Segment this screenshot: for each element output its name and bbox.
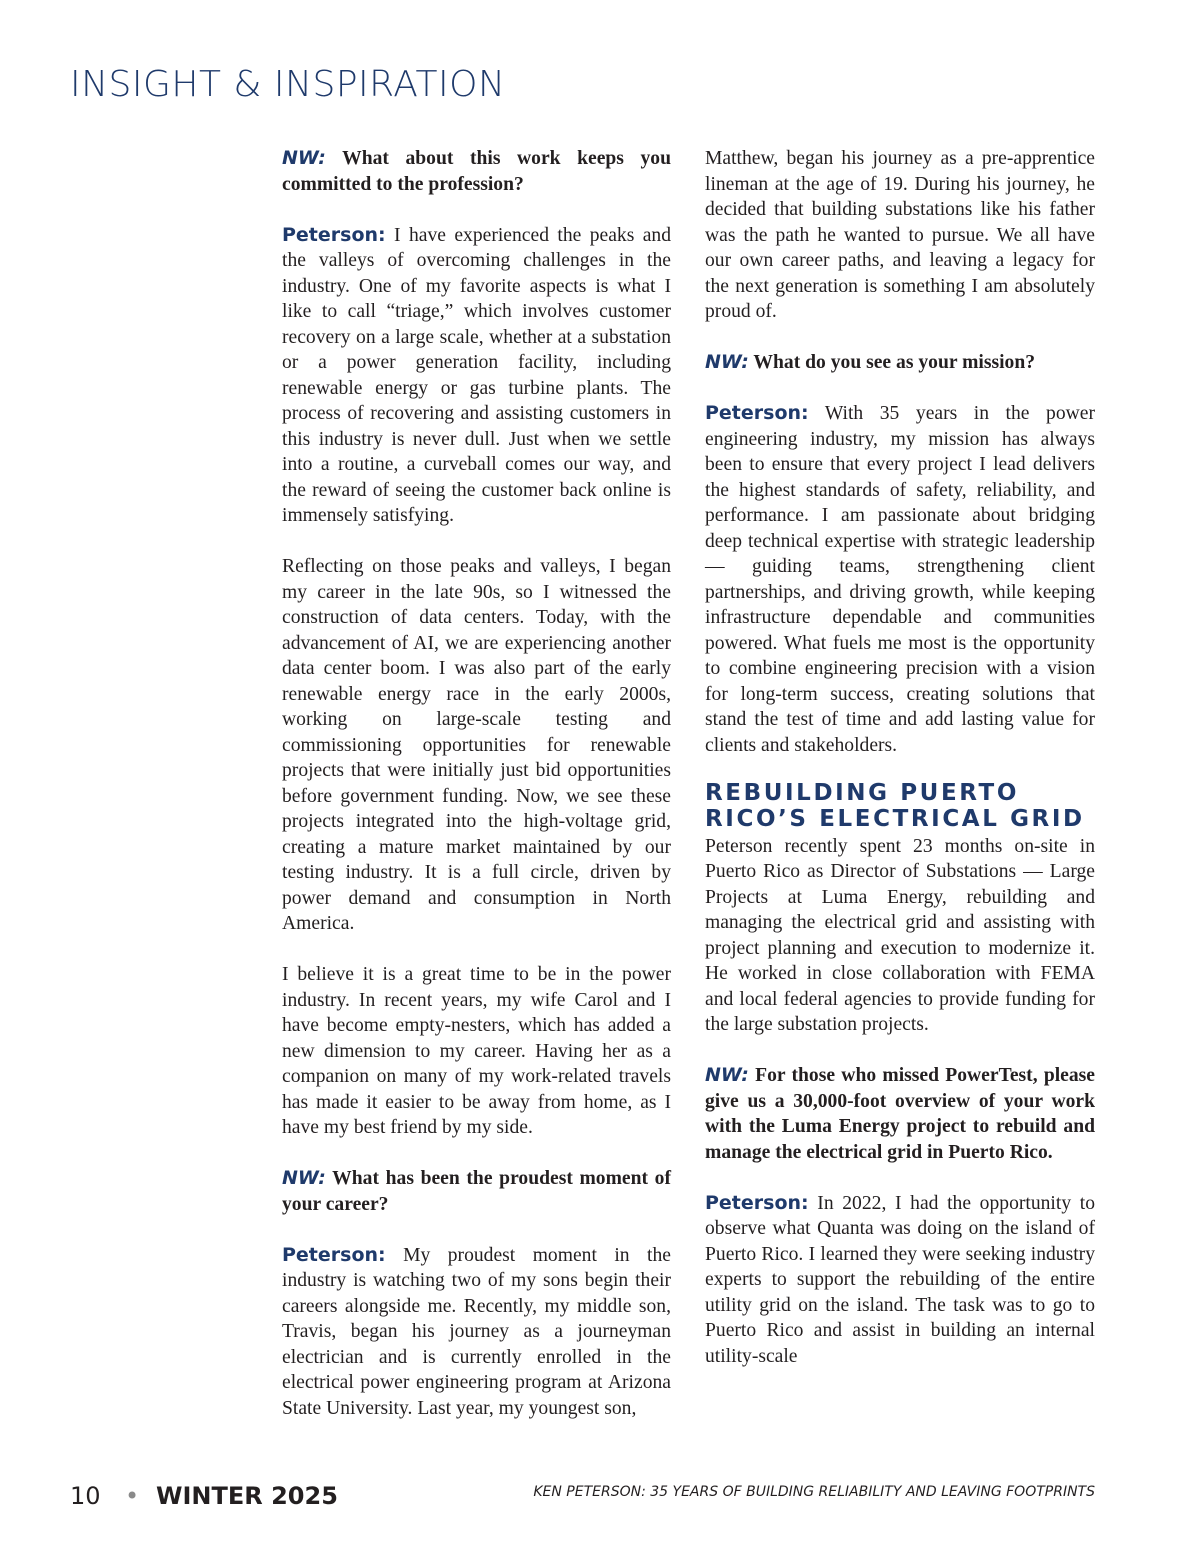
- question-paragraph: [705, 1063, 1095, 1165]
- speaker-label-nw: NW:: [705, 1064, 749, 1086]
- question-paragraph: [705, 350, 1095, 376]
- answer-text: My proudest moment in the industry is watching two of my sons begin their careers alongside me. Recently, my middle son, Travis, began his journey as a journeyman electrician and is currently enrolled in the electrical power engineering program at Arizona State University. Last year, my youngest son,: [282, 1244, 671, 1419]
- speaker-label-peterson: Peterson:: [705, 402, 809, 424]
- page-footer: [70, 1478, 1095, 1512]
- body-paragraph: I believe it is a great time to be in the power industry. In recent years, my wife Carol and I have become empty-nesters, which has added a new dimension to my career. Having her as a companion on many of my work-related travels has made it easier to be away from home, as I have my best friend by my side.: [282, 964, 671, 1138]
- article-column-left: [282, 146, 671, 1447]
- speaker-label-nw: NW:: [282, 147, 326, 169]
- question-text: What do you see as your mission?: [753, 352, 1036, 373]
- answer-paragraph: [282, 1243, 671, 1422]
- speaker-label-peterson: Peterson:: [282, 223, 386, 246]
- body-paragraph: Matthew, began his journey as a pre-apprentice lineman at the age of 19. During his journey, he decided that building substations like his father was the path he wanted to pursue. We all have our own career paths, and leaving a legacy for the next generation is something I am absolutely proud of.: [705, 148, 1095, 322]
- question-text: For those who missed PowerTest, please give us a 30,000-foot overview of your work with the Luma Energy project to rebuild and manage the electrical grid in Puerto Rico.: [705, 1065, 1095, 1163]
- answer-text: I have experienced the peaks and the valleys of overcoming challenges in the industry. One of my favorite aspects is what I like to call “triage,” which involves customer recovery on a large scale, whether at a substation or a power generation facility, including renewable energy or gas turbine plants. The process of recovering and assisting customers in this industry is never dull. Just when we settle into a routine, a curveball comes our way, and the reward of seeing the customer back online is immensely satisfying.: [282, 224, 672, 526]
- question-paragraph: [282, 146, 671, 197]
- section-title: INSIGHT & INSPIRATION: [70, 64, 506, 105]
- speaker-label-nw: NW:: [705, 351, 749, 373]
- answer-paragraph: [282, 223, 671, 529]
- speaker-label-peterson: Peterson:: [705, 1191, 809, 1214]
- article-column-right: [705, 146, 1095, 1395]
- issue-label: WINTER 2025: [156, 1482, 338, 1510]
- body-paragraph: Reflecting on those peaks and valleys, I began my career in the late 90s, so I witnessed the construction of data centers. Today, with the advancement of AI, we are experiencing another data center boom. I was also part of the early renewable energy race in the early 2000s, working on large-scale testing and commissioning opportunities for renewable projects that were initially just bid opportunities before government funding. Now, we see these projects integrated into the high-voltage grid, creating a mature market maintained by our testing industry. It is a full circle, driven by power demand and consumption in North America.: [282, 556, 671, 934]
- question-text: What has been the proudest moment of your career?: [282, 1168, 672, 1215]
- question-paragraph: [282, 1166, 671, 1217]
- running-title: KEN PETERSON: 35 YEARS OF BUILDING RELIABILITY AND LEAVING FOOTPRINTS: [533, 1484, 1095, 1500]
- answer-text: In 2022, I had the opportunity to observe what Quanta was doing on the island of Puerto Rico. I learned they were seeking industry experts to support the rebuilding of the entire utility grid on the island. The task was to go to Puerto Rico and assist in building an internal utility-scale: [705, 1192, 1095, 1367]
- answer-text: With 35 years in the power engineering industry, my mission has always been to ensure that every project I lead delivers the highest standards of safety, reliability, and performance. I am passionate about bridging deep technical expertise with strategic leadership — guiding teams, strengthening client partnerships, and driving growth, while keeping infrastructure dependable and communities powered. What fuels me most is the opportunity to combine engineering precision with a vision for long-term success, creating solutions that stand the test of time and add lasting value for clients and stakeholders.: [705, 403, 1095, 756]
- body-paragraph: Peterson recently spent 23 months on-site in Puerto Rico as Director of Substations — Large Projects at Luma Energy, rebuilding and managing the electrical grid and assisting with project planning and execution to modernize it. He worked in close collaboration with FEMA and local federal agencies to provide funding for the large substation projects.: [705, 835, 1095, 1035]
- bullet-separator: •: [125, 1482, 140, 1510]
- answer-paragraph: [705, 401, 1095, 758]
- subheading: REBUILDING PUERTO RICO’S ELECTRICAL GRID: [705, 779, 1085, 832]
- speaker-label-nw: NW:: [282, 1167, 326, 1189]
- page-number: 10: [70, 1482, 101, 1510]
- speaker-label-peterson: Peterson:: [282, 1243, 386, 1266]
- question-text: What about this work keeps you committed to the profession?: [282, 148, 671, 195]
- answer-paragraph: [705, 1191, 1095, 1370]
